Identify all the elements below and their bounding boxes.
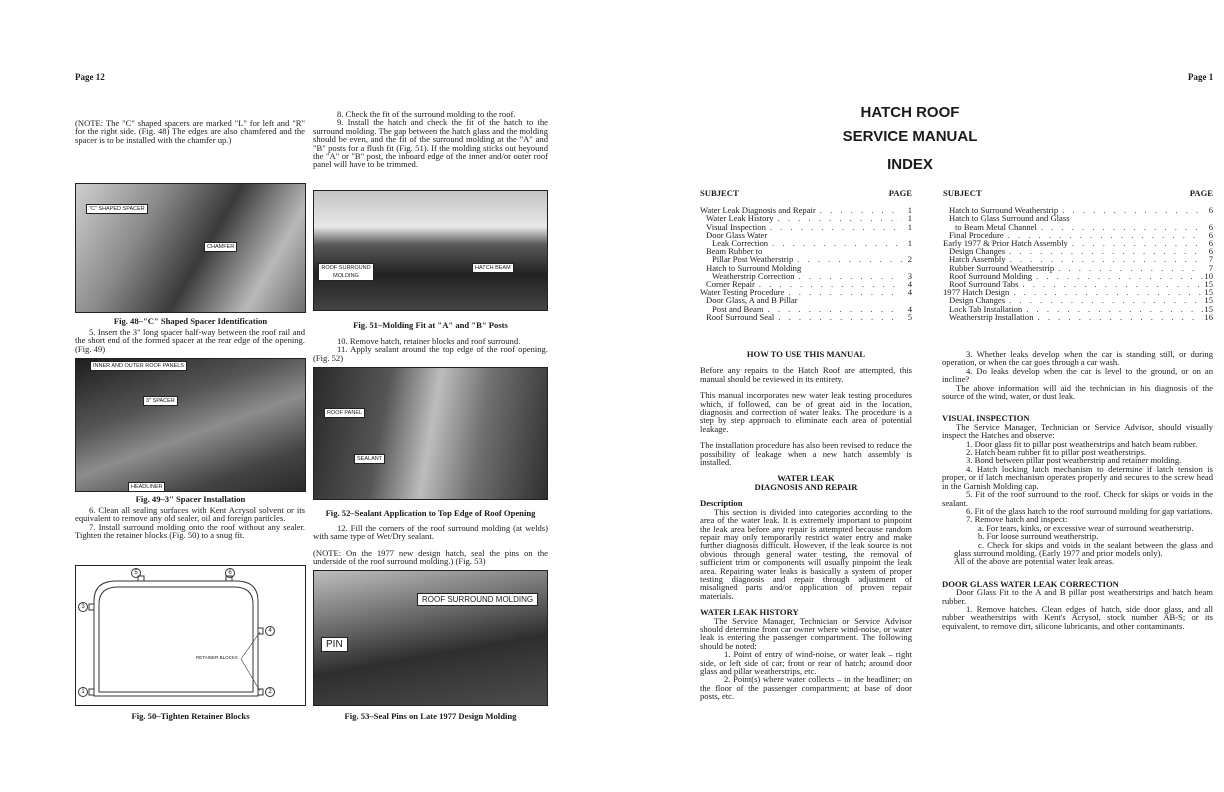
step-11: 11. Apply sealant around the top edge of the roof opening. (Fig. 52) (313, 344, 548, 363)
photo-label: SEALANT (354, 454, 385, 464)
index-page: 7 (1208, 254, 1213, 265)
steps-8-9 (313, 110, 548, 169)
step-5: 5. Insert the 3" long spacer half-way between the roof rail and the short end of the formed spacer at the rear edge of the opening. (Fig. 49) (75, 327, 305, 354)
page-header: PAGE (1189, 188, 1213, 198)
index-subject: to Beam Metal Channel (955, 221, 1037, 232)
block-number: 5 (131, 568, 141, 578)
dot-leader (1034, 313, 1203, 321)
index-subject: Rubber Surround Weatherstrip (949, 262, 1055, 273)
photo-label: ROOF PANEL (324, 408, 365, 418)
index-page: 6 (1208, 205, 1213, 216)
index-page: 2 (907, 254, 912, 265)
history-heading: WATER LEAK HISTORY (700, 607, 799, 618)
photo-label: HATCH BEAM (472, 263, 514, 273)
section-heading: WATER LEAK (777, 473, 835, 484)
block-number: 6 (225, 568, 235, 578)
step-12-block (313, 524, 548, 566)
list-item: 3. Whether leaks develop when the car is standing still, or during operation, or when the car goes through a car wash. (942, 349, 1213, 368)
index-entry (700, 313, 912, 321)
list-item: 2. Hatch beam rubber fit to pillar post weatherstrips. (966, 447, 1146, 458)
index-subject: Water Leak History (706, 213, 774, 224)
note-1977: (NOTE: On the 1977 new design hatch, seal the pins on the underside of the roof surround molding.) (Fig. 53) (313, 547, 548, 567)
list-item: 1. Remove hatches. Clean edges of hatch, side door glass, and all rubber weatherstrips with Kent's Acrysol, stock number AB-S; or its equivalent, to remove dirt, silicone lubricants, and other contaminants. (942, 603, 1213, 631)
dot-leader (766, 223, 902, 231)
right-col1 (700, 350, 912, 701)
photo-label: 3" SPACER (143, 396, 178, 406)
fig51-photo (313, 190, 548, 311)
index-subject: Lock Tab Installation (949, 303, 1023, 314)
list-item: 3. Bond between pillar post weatherstrip and retainer molding. (966, 455, 1182, 466)
sub-item: b. For loose surround weatherstrip. (978, 531, 1099, 542)
fig50-diagram (75, 565, 306, 706)
fig52-caption: Fig. 52–Sealant Application to Top Edge of Roof Opening (325, 508, 536, 518)
index-page: 16 (1204, 311, 1213, 322)
index-subject: Door Glass Water (706, 229, 768, 240)
index-page: 4 (907, 287, 912, 298)
index-page: 7 (1208, 262, 1213, 273)
dot-leader (764, 305, 902, 313)
paragraph: All of the above are potential water leak areas. (954, 556, 1115, 567)
index-subject: Roof Surround Molding (949, 270, 1033, 281)
description-heading: Description (700, 498, 743, 509)
step-8: 8. Check the fit of the surround molding to the roof. (337, 109, 516, 119)
index-subject: Roof Surround Tabs (949, 279, 1019, 290)
photo-label: INNER AND OUTER ROOF PANELS (90, 361, 187, 371)
fig53-photo (313, 570, 548, 706)
index-subject: Design Changes (949, 246, 1006, 257)
page-number: Page 1 (1188, 72, 1214, 82)
photo-label: ROOF SURROUND MOLDING (318, 263, 374, 281)
step-6: 6. Clean all sealing surfaces with Kent Acrysol solvent or its equivalent to remove any old sealer, oil and foreign particles. (75, 505, 305, 524)
index-page: 4 (907, 279, 912, 290)
index-subject: Water Testing Procedure (700, 287, 785, 298)
index-title: INDEX (887, 156, 933, 173)
index-right (943, 189, 1213, 321)
index-subject: Water Leak Diagnosis and Repair (700, 205, 816, 216)
index-subject: Early 1977 & Prior Hatch Assembly (943, 238, 1068, 249)
index-subject: Hatch Assembly (949, 254, 1006, 265)
steps-10-11 (313, 337, 548, 362)
subject-header: SUBJECT (700, 188, 739, 198)
fig51-caption: Fig. 51–Molding Fit at "A" and "B" Posts (353, 320, 508, 330)
index-page: 5 (907, 311, 912, 322)
photo-label: PIN (321, 637, 348, 652)
subject-header: SUBJECT (943, 188, 982, 198)
fig50-caption: Fig. 50–Tighten Retainer Blocks (131, 711, 250, 721)
index-page: 1 (907, 221, 912, 232)
index-subject: Hatch to Surround Weatherstrip (949, 205, 1059, 216)
index-subject: Corner Repair (706, 279, 755, 290)
index-entry (943, 313, 1213, 321)
index-page: 6 (1208, 238, 1213, 249)
photo-label: HEADLINER (128, 482, 165, 492)
sub-item: a. For tears, kinks, or excessive wear of surround weatherstrip. (978, 522, 1194, 533)
photo-label: ROOF SURROUND MOLDING (417, 593, 538, 606)
step-10: 10. Remove hatch, retainer blocks and roof surround. (337, 336, 521, 346)
index-subject: 1977 Hatch Design (943, 287, 1010, 298)
dot-leader (1005, 296, 1203, 304)
index-subject: Leak Correction (712, 238, 769, 249)
photo-label: CHAMFER (204, 242, 237, 252)
step-9: 9. Install the hatch and check the fit of the hatch to the surround molding. The gap between the hatch glass and the molding should be even, and the fit of the surround molding at the "A" and "B" posts for a flush fit (Fig. 51). If the molding sticks out beyound the "A" or "B" post, the inboard edge of the inner and/or outer roof panel will have to be trimmed. (313, 117, 548, 170)
block-number: 1 (78, 687, 88, 697)
index-subject: Design Changes (949, 295, 1006, 306)
dot-leader (774, 313, 902, 321)
list-item: 6. Fit of the glass hatch to the roof surround molding for gap variations. (966, 505, 1213, 516)
dot-leader (1058, 206, 1203, 214)
retainer-blocks-label: RETAINER BLOCKS (196, 655, 238, 660)
dot-leader (795, 272, 902, 280)
index-subject: Beam Rubber to (706, 246, 763, 257)
index-subject: Weatherstrip Installation (949, 311, 1034, 322)
index-subject: Door Glass, A and B Pillar (706, 295, 798, 306)
dot-leader (1005, 247, 1203, 255)
list-item: 4. Hatch locking latch mechanism to determine if latch tension is proper, or if latch mechanism operates properly and secures to the screw head in the Garnish Molding cap. (942, 463, 1213, 491)
index-page: 6 (1208, 221, 1213, 232)
list-item: 4. Do leaks develop when the car is level to the ground, or on an incline? (942, 365, 1213, 385)
page-number: Page 12 (75, 72, 105, 82)
paragraph: The installation procedure has also been revised to reduce the possibility of leakage when a new hatch assembly is installed. (700, 440, 912, 468)
paragraph: Door Glass Fit to the A and B pillar post weatherstrips and hatch beam rubber. (942, 587, 1213, 606)
index-page: 1 (907, 205, 912, 216)
index-page: 1 (907, 238, 912, 249)
index-page: 1 (907, 213, 912, 224)
index-page: 6 (1208, 229, 1213, 240)
index-page: 15 (1204, 295, 1213, 306)
index-subject: Visual Inspection (706, 221, 766, 232)
paragraph: This manual incorporates new water leak testing procedures which, if followed, can be of great aid in the location, diagnosis and correction of water leaks. The procedure is a step by step approach to eliminate each area of potential leakage. (700, 390, 912, 434)
dot-leader (1009, 288, 1203, 296)
dot-leader (784, 288, 902, 296)
fig52-photo (313, 367, 548, 500)
dot-leader (1022, 305, 1203, 313)
fig53-caption: Fig. 53–Seal Pins on Late 1977 Design Molding (344, 711, 517, 721)
steps-6-7 (75, 506, 305, 540)
index-subject: Hatch to Surround Molding (706, 262, 802, 273)
index-page: 6 (1208, 246, 1213, 257)
sub-item: c. Check for skips and voids in the sealant between the glass and glass surround molding. (Early 1977 and prior models only). (954, 539, 1213, 558)
index-page: 15 (1204, 287, 1213, 298)
how-heading: HOW TO USE THIS MANUAL (746, 349, 866, 359)
paragraph: This section is divided into categories according to the area of the water leak. It is extremely important to pinpoint the leak area before any repair is attempted because random repair may only temporarily restrict water entry and make further diagnosis difficult. However, if the leak source is not obvious through general water testing, the removal of sufficient trim or components will usually pinpoint the leak area. Repairing water leaks is basically a system of proper testing diagnosis and repair through adjustment of misaligned parts and/or application of proven repair materials. (700, 506, 912, 601)
index-page: 15 (1204, 279, 1213, 290)
index-page: 10 (1204, 270, 1213, 281)
index-subject: Roof Surround Seal (706, 311, 775, 322)
list-item: 1. Door glass fit to pillar post weatherstrips and hatch beam rubber. (966, 438, 1198, 449)
block-number: 2 (265, 687, 275, 697)
paragraph: Before any repairs to the Hatch Roof are attempted, this manual should be reviewed in its entirety. (700, 365, 912, 384)
paragraph: The above information will aid the technician in his diagnosis of the source of the wind, water, or dust leak. (942, 382, 1213, 402)
dot-leader (1037, 223, 1203, 231)
list-item: 7. Remove hatch and inspect: (966, 514, 1068, 525)
page-header: PAGE (888, 188, 912, 198)
dot-leader (1018, 280, 1203, 288)
fig48-caption: Fig. 48–"C" Shaped Spacer Identification (113, 316, 268, 326)
index-subject: Final Procedure (949, 229, 1004, 240)
door-glass-heading: DOOR GLASS WATER LEAK CORRECTION (942, 578, 1119, 589)
visual-heading: VISUAL INSPECTION (942, 413, 1030, 424)
dot-leader (768, 239, 902, 247)
index-left (700, 189, 912, 321)
dot-leader (1068, 239, 1203, 247)
list-item: 5. Fit of the roof surround to the roof. Check for skips or voids in the sealant. (942, 489, 1213, 508)
index-subject: Hatch to Glass Surround and Glass (949, 213, 1070, 224)
block-number: 3 (78, 602, 88, 612)
dot-leader (774, 214, 902, 222)
photo-label: "C" SHAPED SPACER (86, 204, 148, 214)
index-page: 4 (907, 303, 912, 314)
dot-leader (793, 255, 902, 263)
note-text: (NOTE: The "C" shaped spacers are marked "L" for left and "R" for the right side. (Fig. 48) The edges are also chamfered and the spacer is to be installed with the chamfer up.) (75, 118, 305, 145)
fig49-caption: Fig. 49–3" Spacer Installation (135, 494, 246, 504)
index-subject: Weatherstrip Correction (712, 270, 795, 281)
block-number: 4 (265, 626, 275, 636)
index-page: 15 (1204, 303, 1213, 314)
list-item: 1. Point of entry of wind-noise, or water leak – right side, or left side of car; front or rear of hatch; around door glass and pillar weatherstrips, etc. (700, 649, 912, 676)
dot-leader (1032, 272, 1203, 280)
manual-title: HATCH ROOF (860, 104, 960, 121)
index-subject: Pillar Post Weatherstrip (712, 254, 794, 265)
paragraph: The Service Manager, Technician or Service Advisor, should visually inspect the Hatches and observe: (942, 421, 1213, 441)
index-page: 3 (907, 270, 912, 281)
paragraph: The Service Manager, Technician or Service Advisor should determine from car owner where wind-noise, or water leak is entering the passenger compartment. The following should be noted: (700, 615, 912, 651)
manual-subtitle: SERVICE MANUAL (842, 128, 978, 145)
fig48-photo (75, 183, 306, 313)
section-heading: DIAGNOSIS AND REPAIR (754, 481, 858, 492)
dot-leader (1054, 264, 1203, 272)
list-item: 2. Point(s) where water collects – in the headliner; on the floor of the passenger compartment; at base of door posts, etc. (700, 674, 912, 702)
right-col2 (942, 350, 1213, 630)
fig49-photo (75, 358, 306, 492)
dot-leader (816, 206, 902, 214)
step-12: 12. Fill the corners of the roof surround molding (at welds) with same type of Wet/Dry sealant. (313, 523, 548, 542)
step-7: 7. Install surround molding onto the roof without any sealer. Tighten the retainer blocks (Fig. 50) to a snug fit. (75, 521, 305, 541)
index-subject: Post and Beam (712, 303, 764, 314)
